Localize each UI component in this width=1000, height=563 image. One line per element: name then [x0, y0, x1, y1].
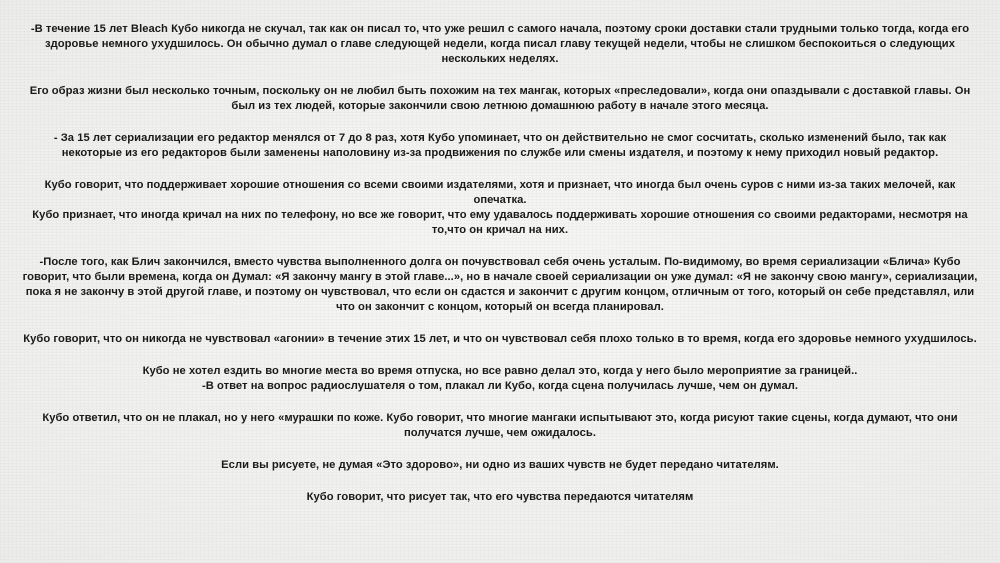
paragraph-line: был из тех людей, которые закончили свою летнюю домашнюю работу в начале этого месяца. [231, 100, 769, 112]
paragraph-lifestyle [22, 84, 978, 114]
paragraph-line: Кубо признает, что иногда кричал на них по телефону, но все же говорит, что ему удавалось поддерживать хорошие отношения со своими редакторами, несмотря на [32, 209, 968, 221]
paragraph-line: - За 15 лет сериализации его редактор менялся от 7 до 8 раз, хотя Кубо упоминает, что он действительно не смог сосчитать, сколько изменений было, так как [53, 132, 947, 144]
paragraph-line: Кубо говорит, что он никогда не чувствовал «агонии» в течение этих 15 лет, и что он чувствовал себя плохо только в то время, когда его здоровье немного ухудшилось. [23, 333, 977, 345]
paragraph-line: Если вы рисуете, не думая «Это здорово», ни одно из ваших чувств не будет передано читателям. [221, 459, 779, 471]
paragraph-closing [22, 490, 978, 505]
paragraph-line: -В течение 15 лет Bleach Кубо никогда не скучал, так как он писал то, что уже решил с самого начала, поэтому сроки доставки стали трудными только тогда, когда его [30, 23, 970, 35]
paragraph-line: Кубо ответил, что он не плакал, но у него «мурашки по коже. Кубо говорит, что многие мангаки испытывают это, когда рисуют такие сцены, когда думают, что они [42, 412, 958, 424]
paragraph-line: нескольких неделях. [441, 53, 559, 65]
paragraph-line: Его образ жизни был несколько точным, поскольку он не любил быть похожим на тех мангак, которых «преследовали», когда они опаздывали с доставкой главы. Он [29, 85, 971, 97]
paragraph-deadlines [22, 22, 978, 67]
paragraph-line: здоровье немного ухудшилось. Он обычно думал о главе следующей недели, когда писал главу текущей недели, чтобы не слишком беспокоиться о следующих [45, 38, 955, 50]
paragraph-line: Кубо не хотел ездить во многие места во время отпуска, но все равно делал это, когда у него было мероприятие за границей.. [142, 365, 858, 377]
paragraph-line: Кубо говорит, что рисует так, что его чувства передаются читателям [306, 491, 694, 503]
paragraph-line: Кубо говорит, что поддерживает хорошие отношения со всеми своими издателями, хотя и признает, что иногда был очень суров с ними из-за таких мелочей, как [44, 179, 956, 191]
paragraph-line: что он закончит с концом, который он всегда планировал. [336, 301, 664, 313]
paragraph-line: то,что он кричал на них. [431, 224, 569, 236]
paragraph-feelings [22, 458, 978, 473]
paragraph-after-ending [22, 255, 978, 315]
paragraph-editors [22, 131, 978, 161]
paragraph-line: -В ответ на вопрос радиослушателя о том, плакал ли Кубо, когда сцена получилась лучше, чем он думал. [201, 380, 799, 392]
paragraph-line: -После того, как Блич закончился, вместо чувства выполненного долга он почувствовал себя очень усталым. По-видимому, во время сериализации «Блича» Кубо [39, 256, 961, 268]
paragraph-line: опечатка. [473, 194, 527, 206]
paragraph-line: некоторые из его редакторов были заменены наполовину из-за продвижения по службе или смены издателя, и поэтому к нему приходил новый редактор. [61, 147, 939, 159]
paragraph-line: говорит, что были времена, когда он Думал: «Я закончу мангу в этой главе...», но в начале своей сериализации он уже думал: «Я не закончу свою мангу», сериализации, [22, 271, 978, 283]
paragraph-goosebumps [22, 411, 978, 441]
paragraph-line: пока я не закончу в этой другой главе, и поэтому он чувствовал, что если он сдастся и закончит с другим концом, отличным от того, который он себе представлял, или [25, 286, 975, 298]
paragraph-publishers [22, 178, 978, 238]
paragraph-line: получатся лучше, чем ожидалось. [403, 427, 596, 439]
paragraph-vacation [22, 364, 978, 394]
paragraph-agony [22, 332, 978, 347]
